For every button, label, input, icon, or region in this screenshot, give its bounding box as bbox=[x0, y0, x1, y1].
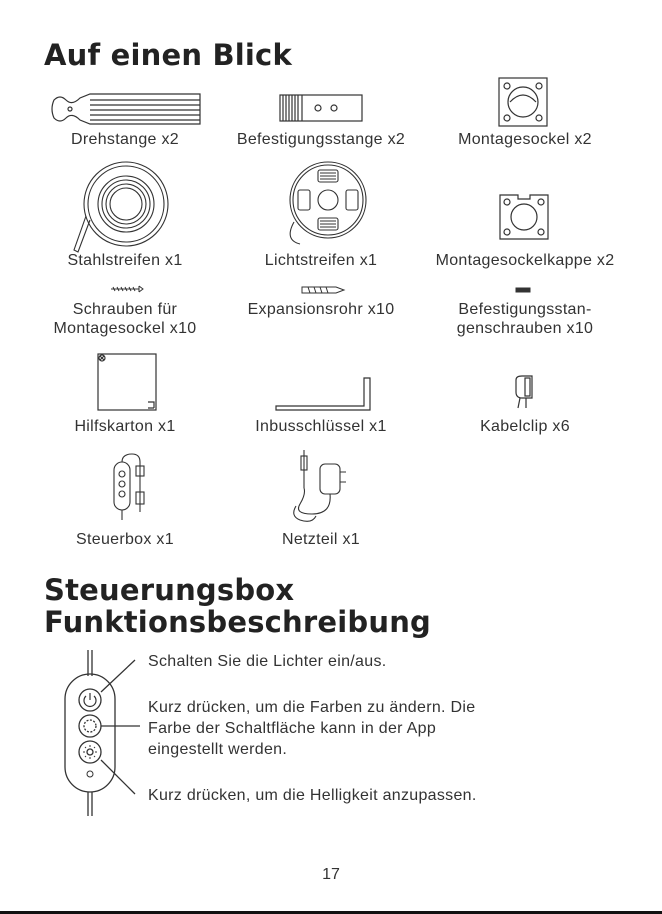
item-label: Kabelclip x6 bbox=[480, 418, 570, 435]
item-label: Hilfskarton x1 bbox=[74, 418, 176, 435]
controller-diagram bbox=[55, 648, 145, 818]
item-label: Steuerbox x1 bbox=[76, 531, 174, 548]
item-label: Montagesockel x2 bbox=[458, 131, 592, 148]
control-box-heading-line2: Funktionsbeschreibung bbox=[44, 605, 432, 639]
item-label: Expansionsrohr x10 bbox=[247, 301, 395, 318]
item-label: Drehstange x2 bbox=[71, 131, 179, 148]
item-label: genschrauben x10 bbox=[456, 320, 594, 337]
item-label: Stahlstreifen x1 bbox=[67, 252, 183, 269]
item-label: Netzteil x1 bbox=[282, 531, 360, 548]
cable-clip-icon bbox=[512, 374, 536, 410]
item-label: Montagesockelkappe x2 bbox=[435, 252, 615, 269]
item-label: Lichtstreifen x1 bbox=[264, 252, 378, 269]
item-label: Montagesockel x10 bbox=[53, 320, 197, 337]
mounting-base-cap-icon bbox=[498, 193, 550, 241]
power-description: Schalten Sie die Lichter ein/aus. bbox=[148, 653, 387, 670]
item-label: Inbusschlüssel x1 bbox=[255, 418, 387, 435]
color-description-line2: Farbe der Schaltfläche kann in der App bbox=[148, 720, 437, 737]
light-strip-icon bbox=[280, 160, 370, 248]
fixing-rod-screw-icon bbox=[514, 286, 532, 294]
mounting-base-icon bbox=[497, 76, 549, 128]
steel-strip-icon bbox=[70, 160, 170, 256]
control-box-icon bbox=[110, 452, 150, 522]
color-description-line3: eingestellt werden. bbox=[148, 741, 288, 758]
helper-card-icon bbox=[96, 352, 158, 412]
rotating-rod-icon bbox=[50, 92, 202, 126]
item-label: Befestigungsstange x2 bbox=[236, 131, 406, 148]
color-description: Kurz drücken, um die Farben zu ändern. Die bbox=[148, 699, 476, 716]
fixing-rod-icon bbox=[278, 93, 364, 123]
brightness-description: Kurz drücken, um die Helligkeit anzupassen. bbox=[148, 787, 477, 804]
expansion-tube-icon bbox=[300, 285, 346, 295]
control-box-heading: Steuerungsbox bbox=[44, 573, 295, 607]
item-label: Befestigungsstan- bbox=[458, 301, 592, 318]
allen-key-icon bbox=[274, 376, 374, 412]
power-adapter-icon bbox=[286, 448, 354, 524]
page-number: 17 bbox=[322, 866, 340, 883]
screw-icon bbox=[109, 285, 145, 293]
overview-heading: Auf einen Blick bbox=[44, 38, 292, 72]
item-label: Schrauben für bbox=[72, 301, 178, 318]
